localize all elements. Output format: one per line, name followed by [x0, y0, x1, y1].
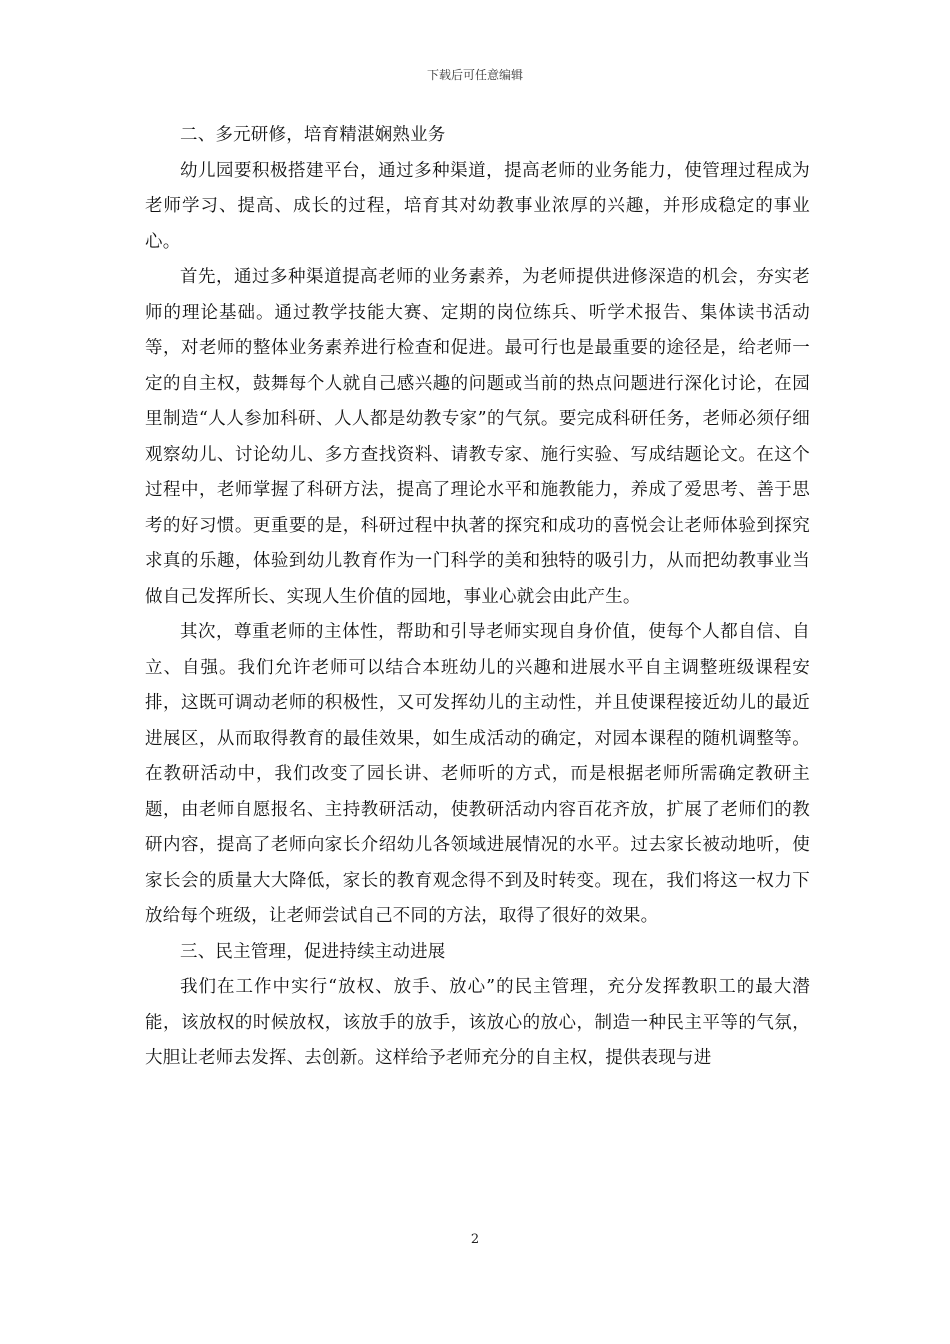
document-body [145, 118, 810, 1077]
paragraph: 其次，尊重老师的主体性，帮助和引导老师实现自身价值，使每个人都自信、自立、自强。我们允许老师可以结合本班幼儿的兴趣和进展水平自主调整班级课程安排，这既可调动老师的积极性，又可发挥幼儿的主动性，并且使课程接近幼儿的最近进展区，从而取得教育的最佳效果，如生成活动的确定，对园本课程的随机调整等。在教研活动中，我们改变了园长讲、老师听的方式，而是根据老师所需确定教研主题，由老师自愿报名、主持教研活动，使教研活动内容百花齐放，扩展了老师们的教研内容，提高了老师向家长介绍幼儿各领域进展情况的水平。过去家长被动地听，使家长会的质量大大降低，家长的教育观念得不到及时转变。现在，我们将这一权力下放给每个班级，让老师尝试自己不同的方法，取得了很好的效果。 [145, 622, 810, 926]
section-heading-3: 三、民主管理，促进持续主动进展 [180, 941, 446, 962]
paragraph: 首先，通过多种渠道提高老师的业务素养，为老师提供进修深造的机会，夯实老师的理论基础。通过教学技能大赛、定期的岗位练兵、听学术报告、集体读书活动等，对老师的整体业务素养进行检查和促进。最可行也是最重要的途径是，给老师一定的自主权，鼓舞每个人就自己感兴趣的问题或当前的热点问题进行深化讨论，在园里制造“人人参加科研、人人都是幼教专家”的气氛。要完成科研任务，老师必须仔细观察幼儿、讨论幼儿、多方查找资料、请教专家、施行实验、写成结题论文。在这个过程中，老师掌握了科研方法，提高了理论水平和施教能力，养成了爱思考、善于思考的好习惯。更重要的是，科研过程中执著的探究和成功的喜悦会让老师体验到探究求真的乐趣，体验到幼儿教育作为一门科学的美和独特的吸引力，从而把幼教事业当做自己发挥所长、实现人生价值的园地，事业心就会由此产生。 [145, 267, 810, 607]
page-header: 下载后可任意编辑 [426, 68, 523, 82]
section-heading-2: 二、多元研修，培育精湛娴熟业务 [180, 125, 446, 145]
paragraph: 幼儿园要积极搭建平台，通过多种渠道，提高老师的业务能力，使管理过程成为老师学习、提高、成长的过程，培育其对幼教事业浓厚的兴趣，并形成稳定的事业心。 [145, 160, 810, 252]
page-number: 2 [470, 1232, 480, 1247]
paragraph: 我们在工作中实行“放权、放手、放心”的民主管理，充分发挥教职工的最大潜能，该放权的时候放权，该放手的放手，该放心的放心，制造一种民主平等的气氛，大胆让老师去发挥、去创新。这样给予老师充分的自主权，提供表现与进 [145, 977, 810, 1068]
